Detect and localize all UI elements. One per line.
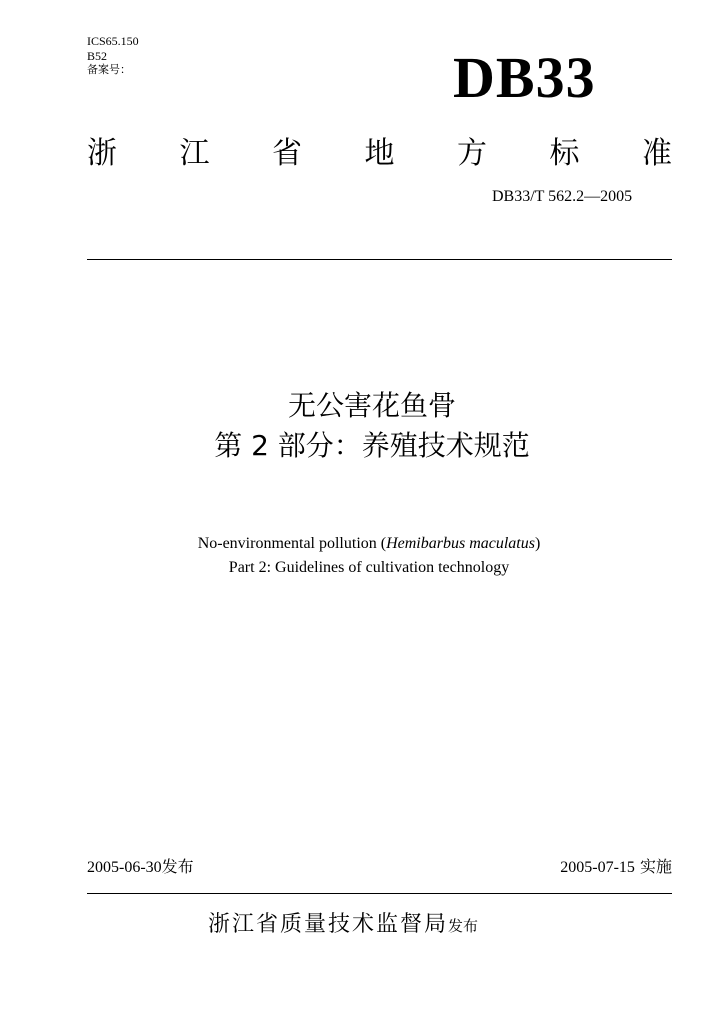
title-line-2: 第 2 部分：养殖技术规范 bbox=[214, 429, 530, 462]
standard-type-char: 方 bbox=[457, 136, 487, 171]
english-title-prefix: No-environmental pollution ( bbox=[197, 535, 387, 552]
issuer-name: 浙江省质量技术监督局 bbox=[208, 912, 449, 937]
english-title-line-1 bbox=[0, 533, 724, 555]
top-divider bbox=[87, 259, 672, 260]
standard-type-char: 标 bbox=[549, 136, 580, 171]
implement-label: 实施 bbox=[639, 857, 672, 876]
publish-date bbox=[87, 857, 194, 878]
standard-type-char: 准 bbox=[642, 136, 672, 171]
issuer bbox=[208, 907, 478, 938]
classification-block bbox=[87, 34, 139, 78]
filing-number-label: 备案号： bbox=[87, 63, 131, 76]
english-title-suffix: ) bbox=[534, 535, 541, 552]
db-code: DB33 bbox=[453, 45, 596, 110]
standard-type-char: 浙 bbox=[87, 136, 117, 171]
title-line-1: 无公害花鱼骨 bbox=[287, 389, 456, 422]
standard-type-char: 省 bbox=[272, 136, 302, 171]
bottom-divider bbox=[87, 893, 672, 894]
publish-date-value: 2005-06-30 bbox=[87, 859, 162, 876]
standard-type-char: 江 bbox=[179, 136, 210, 171]
ccs-code: B52 bbox=[87, 48, 108, 63]
issuer-suffix: 发布 bbox=[448, 917, 479, 935]
species-name: Hemibarbus maculatus bbox=[386, 535, 535, 552]
standard-type-char: 地 bbox=[364, 136, 395, 171]
standard-number: DB33/T 562.2—2005 bbox=[492, 188, 633, 205]
english-title-line-2: Part 2: Guidelines of cultivation technology bbox=[228, 559, 510, 576]
ics-code: ICS65.150 bbox=[87, 34, 139, 48]
implement-date-value: 2005-07-15 bbox=[560, 859, 635, 876]
implement-date bbox=[560, 857, 672, 878]
publish-label: 发布 bbox=[161, 857, 194, 876]
standard-type-heading bbox=[87, 134, 672, 174]
